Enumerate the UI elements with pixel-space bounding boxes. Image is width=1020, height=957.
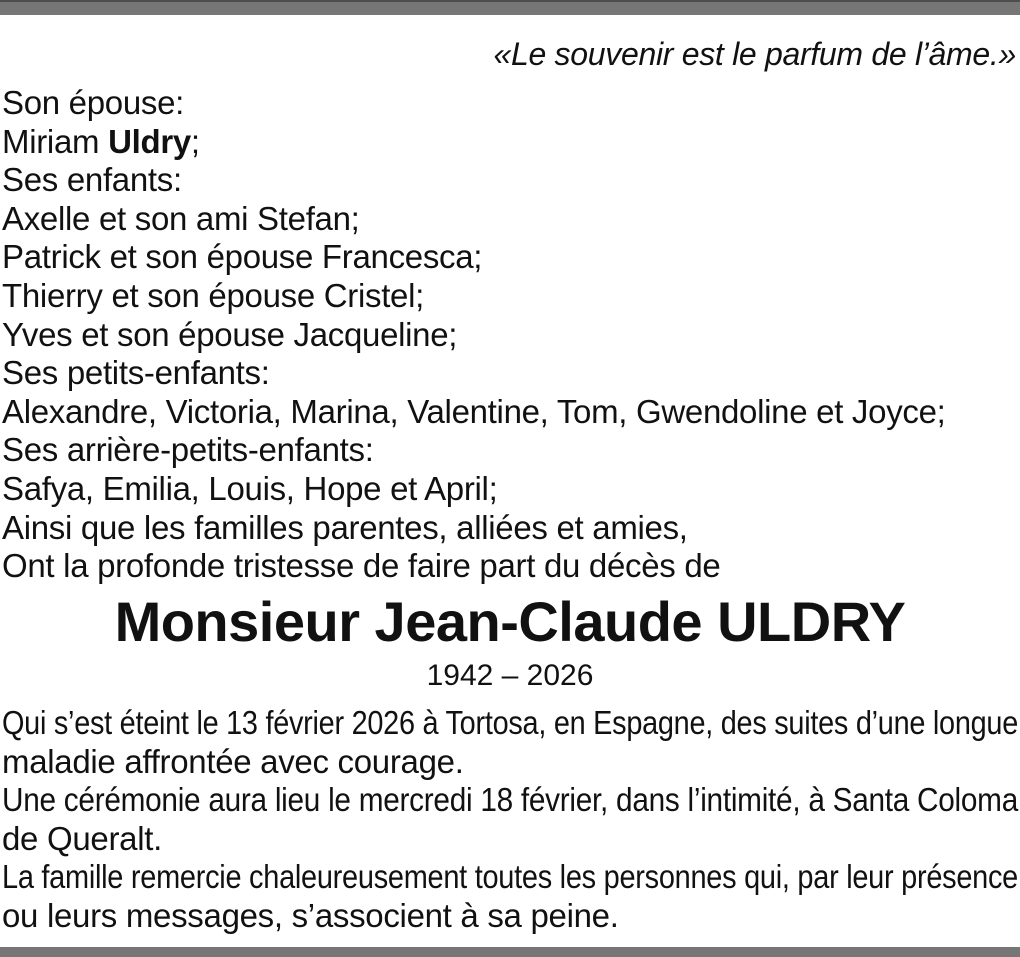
top-border-bar: [0, 0, 1020, 15]
memorial-quote-row: [2, 36, 1016, 72]
spouse-label-line: Son épouse:: [2, 84, 185, 121]
thanks-line: La famille remercie chaleureusement toutes les personnes qui, par leur présence: [2, 858, 1018, 896]
child-line: Axelle et son ami Stefan;: [2, 199, 360, 237]
death-announcement-line: maladie affrontée avec courage.: [2, 742, 464, 780]
deceased-name-row: [2, 588, 1018, 656]
great-grandchildren-label-line: Ses arrière-petits-enfants:: [2, 431, 374, 469]
grandchildren-line: Alexandre, Victoria, Marina, Valentine, Tom, Gwendoline et Joyce;: [2, 392, 946, 430]
announcement-text: [2, 704, 1018, 936]
spouse-suffix: ;: [190, 122, 200, 160]
grandchildren-label-line: Ses petits-enfants:: [2, 354, 270, 392]
children-label-line: Ses enfants:: [2, 161, 182, 199]
child-line: Thierry et son épouse Cristel;: [2, 276, 425, 314]
thanks-line: ou leurs messages, s’associent à sa peine.: [2, 896, 619, 934]
spouse-last-name: Uldry: [108, 122, 191, 160]
bottom-border-bar: [0, 947, 1020, 957]
death-announcement-line: Qui s’est éteint le 13 février 2026 à Tortosa, en Espagne, des suites d’une longue: [2, 704, 1018, 741]
child-line: Yves et son épouse Jacqueline;: [2, 315, 458, 353]
ceremony-line: de Queralt.: [2, 819, 162, 857]
closing-line-2: Ont la profonde tristesse de faire part du décès de: [2, 547, 721, 585]
great-grandchildren-line: Safya, Emilia, Louis, Hope et April;: [2, 469, 498, 507]
spouse-name-line: [2, 123, 1018, 162]
life-years-row: [2, 658, 1018, 694]
memorial-quote: «Le souvenir est le parfum de l’âme.»: [493, 36, 1016, 72]
closing-line-1: Ainsi que les familles parentes, alliées et amies,: [2, 508, 688, 546]
ceremony-line: Une cérémonie aura lieu le mercredi 18 février, dans l’intimité, à Santa Coloma: [2, 781, 1018, 819]
life-years: 1942 – 2026: [426, 659, 594, 692]
family-list: [2, 84, 1018, 586]
spouse-first-name: Miriam: [2, 122, 109, 160]
deceased-name: Monsieur Jean-Claude ULDRY: [114, 590, 906, 653]
child-line: Patrick et son épouse Francesca;: [2, 238, 483, 276]
